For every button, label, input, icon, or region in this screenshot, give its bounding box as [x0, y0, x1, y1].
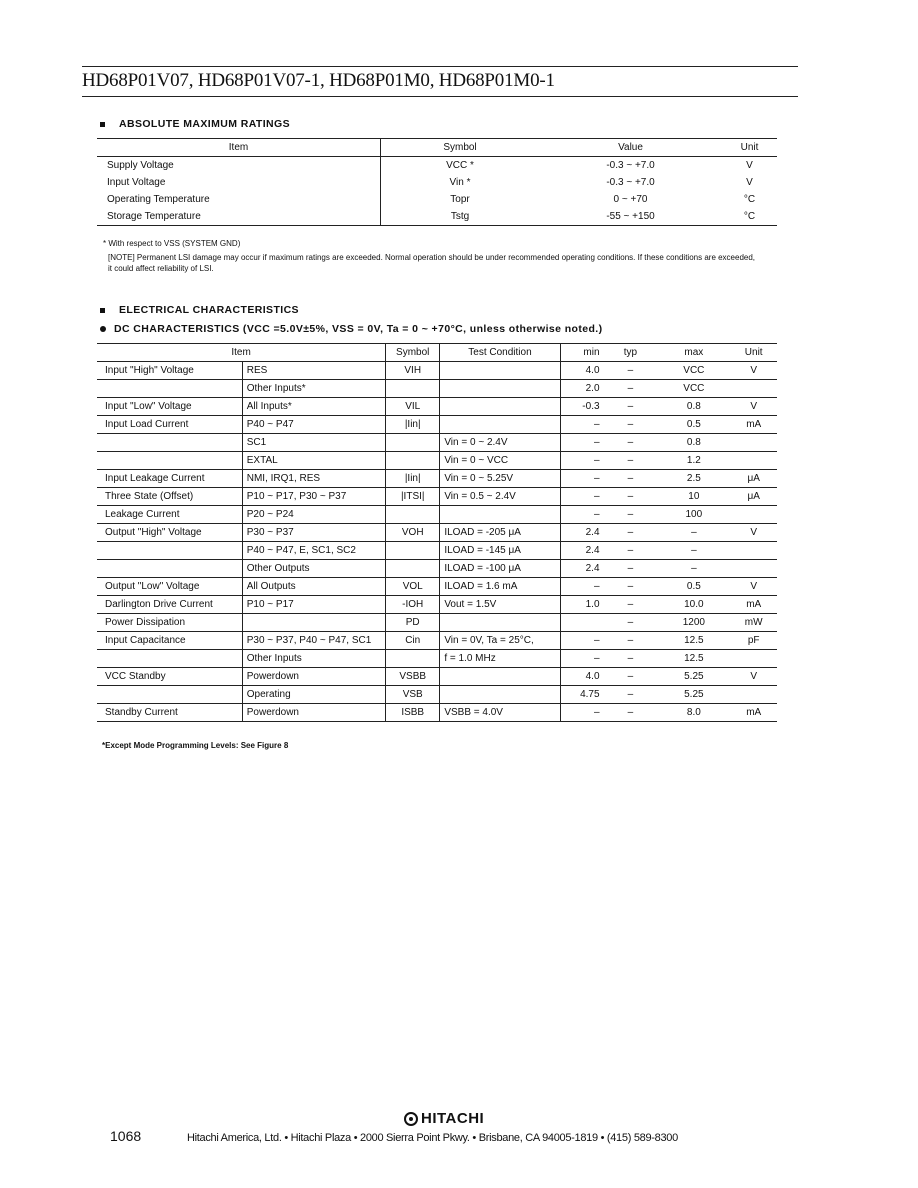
table-row	[97, 362, 777, 380]
dc-condition-cell: P30 ~ P37, P40 ~ P47, SC1	[242, 632, 385, 650]
dc-symbol-cell: VIH	[386, 362, 440, 380]
dc-unit-cell: mA	[730, 704, 777, 722]
dc-min-cell: –	[560, 488, 603, 506]
dc-condition-cell: Operating	[242, 686, 385, 704]
dc-max-cell: VCC	[657, 362, 730, 380]
square-bullet-icon	[100, 122, 105, 127]
dc-typ-cell: –	[604, 668, 658, 686]
dc-test-cell: Vin = 0.5 ~ 2.4V	[440, 488, 560, 506]
dc-unit-cell: V	[730, 578, 777, 596]
dc-typ-cell: –	[604, 650, 658, 668]
dc-typ-cell: –	[604, 470, 658, 488]
table-row	[97, 452, 777, 470]
dc-max-cell: –	[657, 542, 730, 560]
dc-max-cell: 1.2	[657, 452, 730, 470]
dc-symbol-cell	[386, 380, 440, 398]
dc-unit-cell: V	[730, 362, 777, 380]
dc-test-cell: Vout = 1.5V	[440, 596, 560, 614]
dc-test-cell	[440, 506, 560, 524]
dc-typ-cell: –	[604, 506, 658, 524]
dc-typ-cell: –	[604, 560, 658, 578]
dc-symbol-cell	[386, 434, 440, 452]
abs-unit-cell: °C	[722, 208, 777, 226]
dc-test-cell: f = 1.0 MHz	[440, 650, 560, 668]
dc-condition-cell: SC1	[242, 434, 385, 452]
abs-note	[108, 252, 758, 274]
dc-symbol-cell: VSB	[386, 686, 440, 704]
abs-item-cell: Storage Temperature	[97, 208, 381, 226]
abs-footnote: * With respect to VSS (SYSTEM GND)	[103, 239, 241, 248]
dc-condition-cell: Powerdown	[242, 704, 385, 722]
abs-unit-cell: V	[746, 177, 753, 188]
dc-typ-cell: –	[604, 416, 658, 434]
dc-item-cell: Output "High" Voltage	[97, 524, 242, 542]
dc-unit-cell	[730, 542, 777, 560]
abs-symbol-cell: Vin *	[449, 177, 471, 188]
dc-item-cell: Leakage Current	[97, 506, 242, 524]
table-row	[97, 157, 777, 175]
dc-symbol-cell: VOH	[386, 524, 440, 542]
table-row	[97, 578, 777, 596]
dc-condition-cell: P20 ~ P24	[242, 506, 385, 524]
dc-test-cell: ILOAD = -205 μA	[440, 524, 560, 542]
dc-condition-cell: P40 ~ P47	[242, 416, 385, 434]
dc-unit-cell: μA	[730, 488, 777, 506]
dc-max-cell: 1200	[657, 614, 730, 632]
dc-symbol-cell	[386, 650, 440, 668]
dc-condition-cell: Other Inputs*	[242, 380, 385, 398]
dc-item-cell: Power Dissipation	[97, 614, 242, 632]
col-typ: typ	[604, 344, 658, 362]
dc-item-cell	[97, 560, 242, 578]
col-value: Value	[539, 139, 722, 157]
table-row	[97, 560, 777, 578]
abs-unit-cell: V	[746, 160, 753, 171]
dc-max-cell: 0.8	[657, 398, 730, 416]
dc-condition-cell: Powerdown	[242, 668, 385, 686]
dc-footnote: *Except Mode Programming Levels: See Figure 8	[102, 741, 289, 750]
dc-symbol-cell: |ITSI|	[386, 488, 440, 506]
dc-max-cell: 12.5	[657, 650, 730, 668]
dc-max-cell: 5.25	[657, 686, 730, 704]
dc-max-cell: 5.25	[657, 668, 730, 686]
round-bullet-icon	[100, 326, 106, 332]
dc-item-cell	[97, 452, 242, 470]
dc-max-cell: 0.8	[657, 434, 730, 452]
dc-test-cell: ILOAD = -100 μA	[440, 560, 560, 578]
abs-value-cell: -0.3 ~ +7.0	[606, 160, 655, 171]
electrical-heading: ELECTRICAL CHARACTERISTICS	[100, 304, 299, 316]
dc-item-cell	[97, 380, 242, 398]
abs-symbol-cell: Topr	[450, 194, 470, 205]
page-number: 1068	[110, 1128, 142, 1144]
dc-test-cell: ILOAD = 1.6 mA	[440, 578, 560, 596]
table-row	[97, 596, 777, 614]
header-rule-top	[82, 66, 798, 67]
dc-test-cell: Vin = 0 ~ 2.4V	[440, 434, 560, 452]
dc-max-cell: VCC	[657, 380, 730, 398]
dc-max-cell: –	[657, 524, 730, 542]
square-bullet-icon	[100, 308, 105, 313]
dc-item-cell: Three State (Offset)	[97, 488, 242, 506]
dc-min-cell	[560, 614, 603, 632]
dc-unit-cell	[730, 452, 777, 470]
col-item: Item	[97, 344, 386, 362]
table-row	[97, 704, 777, 722]
table-row	[97, 208, 777, 226]
dc-item-cell: Input Load Current	[97, 416, 242, 434]
dc-condition-cell: EXTAL	[242, 452, 385, 470]
table-header-row	[97, 344, 777, 362]
dc-symbol-cell	[386, 542, 440, 560]
dc-min-cell: –	[560, 452, 603, 470]
dc-test-cell	[440, 668, 560, 686]
document-title: HD68P01V07, HD68P01V07-1, HD68P01M0, HD68P01M0-1	[82, 70, 555, 91]
hitachi-logo: HITACHI	[404, 1110, 484, 1127]
dc-test-cell: ILOAD = -145 μA	[440, 542, 560, 560]
dc-max-cell: 2.5	[657, 470, 730, 488]
dc-condition-cell: RES	[242, 362, 385, 380]
dc-typ-cell: –	[604, 704, 658, 722]
dc-min-cell: –	[560, 470, 603, 488]
dc-symbol-cell: PD	[386, 614, 440, 632]
dc-symbol-cell: -IOH	[386, 596, 440, 614]
dc-typ-cell: –	[604, 524, 658, 542]
dc-symbol-cell	[386, 506, 440, 524]
table-row	[97, 524, 777, 542]
dc-test-cell: Vin = 0V, Ta = 25°C,	[440, 632, 560, 650]
table-row	[97, 191, 777, 208]
dc-test-cell	[440, 416, 560, 434]
table-row	[97, 542, 777, 560]
dc-test-cell: Vin = 0 ~ 5.25V	[440, 470, 560, 488]
dc-item-cell: Input Leakage Current	[97, 470, 242, 488]
dc-min-cell: –	[560, 650, 603, 668]
dc-test-cell	[440, 380, 560, 398]
dc-item-cell: Input Capacitance	[97, 632, 242, 650]
dc-typ-cell: –	[604, 614, 658, 632]
dc-symbol-cell	[386, 560, 440, 578]
dc-max-cell: 12.5	[657, 632, 730, 650]
dc-item-cell: Standby Current	[97, 704, 242, 722]
table-row	[97, 506, 777, 524]
dc-unit-cell: V	[730, 668, 777, 686]
dc-unit-cell: mA	[730, 416, 777, 434]
col-symbol: Symbol	[386, 344, 440, 362]
dc-item-cell: Input "High" Voltage	[97, 362, 242, 380]
dc-test-cell	[440, 398, 560, 416]
col-unit: Unit	[730, 344, 777, 362]
dc-item-cell: Input "Low" Voltage	[97, 398, 242, 416]
dc-min-cell: –	[560, 416, 603, 434]
absolute-max-table	[97, 138, 777, 226]
dc-symbol-cell	[386, 452, 440, 470]
table-row	[97, 614, 777, 632]
dc-item-cell	[97, 542, 242, 560]
table-row	[97, 488, 777, 506]
dc-typ-cell: –	[604, 380, 658, 398]
dc-min-cell: 4.75	[560, 686, 603, 704]
abs-item-cell: Operating Temperature	[97, 191, 381, 208]
dc-symbol-cell: Cin	[386, 632, 440, 650]
dc-min-cell: 4.0	[560, 668, 603, 686]
dc-unit-cell	[730, 560, 777, 578]
dc-unit-cell: μA	[730, 470, 777, 488]
dc-unit-cell: mW	[730, 614, 777, 632]
dc-typ-cell: –	[604, 452, 658, 470]
dc-unit-cell	[730, 650, 777, 668]
dc-typ-cell: –	[604, 542, 658, 560]
dc-min-cell: 2.4	[560, 524, 603, 542]
abs-item-cell: Input Voltage	[97, 174, 381, 191]
dc-test-cell	[440, 686, 560, 704]
dc-max-cell: 0.5	[657, 416, 730, 434]
dc-unit-cell	[730, 380, 777, 398]
dc-condition-cell: P10 ~ P17, P30 ~ P37	[242, 488, 385, 506]
table-row	[97, 470, 777, 488]
dc-min-cell: –	[560, 704, 603, 722]
dc-condition-cell	[242, 614, 385, 632]
dc-condition-cell: All Outputs	[242, 578, 385, 596]
dc-condition-cell: Other Outputs	[242, 560, 385, 578]
dc-min-cell: 2.0	[560, 380, 603, 398]
dc-min-cell: 2.4	[560, 542, 603, 560]
dc-unit-cell	[730, 686, 777, 704]
header-rule-bottom	[82, 96, 798, 97]
footer-address: Hitachi America, Ltd. • Hitachi Plaza • 2000 Sierra Point Pkwy. • Brisbane, CA 94005-1819 • (415) 589-8300	[187, 1132, 678, 1144]
dc-min-cell: –	[560, 578, 603, 596]
col-unit: Unit	[722, 139, 777, 157]
dc-unit-cell: V	[730, 524, 777, 542]
dc-typ-cell: –	[604, 578, 658, 596]
dc-symbol-cell: |Iin|	[386, 416, 440, 434]
dc-max-cell: –	[657, 560, 730, 578]
col-symbol: Symbol	[381, 139, 540, 157]
dc-heading: DC CHARACTERISTICS (VCC =5.0V±5%, VSS = 0V, Ta = 0 ~ +70°C, unless otherwise noted.)	[100, 323, 603, 335]
abs-max-heading: ABSOLUTE MAXIMUM RATINGS	[100, 118, 290, 130]
dc-symbol-cell: ISBB	[386, 704, 440, 722]
dc-test-cell: Vin = 0 ~ VCC	[440, 452, 560, 470]
table-row	[97, 174, 777, 191]
dc-symbol-cell: VIL	[386, 398, 440, 416]
table-row	[97, 434, 777, 452]
dc-condition-cell: All Inputs*	[242, 398, 385, 416]
dc-condition-cell: P10 ~ P17	[242, 596, 385, 614]
table-row	[97, 380, 777, 398]
col-min: min	[560, 344, 603, 362]
abs-value-cell: -55 ~ +150	[539, 208, 722, 226]
dc-typ-cell: –	[604, 362, 658, 380]
table-row	[97, 398, 777, 416]
dc-characteristics-table	[97, 343, 777, 722]
dc-unit-cell: V	[730, 398, 777, 416]
dc-item-cell: VCC Standby	[97, 668, 242, 686]
dc-condition-cell: Other Inputs	[242, 650, 385, 668]
dc-min-cell: –	[560, 632, 603, 650]
dc-item-cell	[97, 686, 242, 704]
dc-unit-cell: mA	[730, 596, 777, 614]
dc-typ-cell: –	[604, 596, 658, 614]
dc-min-cell: -0.3	[560, 398, 603, 416]
dc-symbol-cell: VSBB	[386, 668, 440, 686]
dc-typ-cell: –	[604, 434, 658, 452]
dc-symbol-cell: VOL	[386, 578, 440, 596]
dc-item-cell	[97, 434, 242, 452]
dc-condition-cell: P30 ~ P37	[242, 524, 385, 542]
col-item: Item	[97, 139, 381, 157]
dc-min-cell: –	[560, 434, 603, 452]
abs-unit-cell: °C	[743, 194, 756, 205]
dc-test-cell: VSBB = 4.0V	[440, 704, 560, 722]
dc-typ-cell: –	[604, 686, 658, 704]
table-header-row	[97, 139, 777, 157]
dc-min-cell: 4.0	[560, 362, 603, 380]
dc-test-cell	[440, 362, 560, 380]
dc-typ-cell: –	[604, 488, 658, 506]
dc-typ-cell: –	[604, 632, 658, 650]
dc-condition-cell: NMI, IRQ1, RES	[242, 470, 385, 488]
table-row	[97, 416, 777, 434]
table-row	[97, 686, 777, 704]
dc-typ-cell: –	[604, 398, 658, 416]
dc-item-cell: Output "Low" Voltage	[97, 578, 242, 596]
dc-condition-cell: P40 ~ P47, E, SC1, SC2	[242, 542, 385, 560]
dc-item-cell: Darlington Drive Current	[97, 596, 242, 614]
dc-test-cell	[440, 614, 560, 632]
hitachi-logo-icon	[404, 1112, 418, 1126]
dc-item-cell	[97, 650, 242, 668]
abs-item-cell: Supply Voltage	[97, 157, 381, 175]
dc-min-cell: 2.4	[560, 560, 603, 578]
note-text: Permanent LSI damage may occur if maximum ratings are exceeded. Normal operation should be under recommended operating conditions. If these conditions are exceeded, it could affect reliability of LSI.	[108, 253, 756, 273]
dc-symbol-cell: |Iin|	[386, 470, 440, 488]
abs-value-cell: 0 ~ +70	[613, 194, 648, 205]
note-label: [NOTE]	[108, 253, 135, 262]
col-max: max	[657, 344, 730, 362]
table-row	[97, 650, 777, 668]
table-row	[97, 668, 777, 686]
abs-symbol-cell: Tstg	[381, 208, 540, 226]
dc-max-cell: 10	[657, 488, 730, 506]
col-test-condition: Test Condition	[440, 344, 560, 362]
abs-value-cell: -0.3 ~ +7.0	[606, 177, 655, 188]
dc-min-cell: –	[560, 506, 603, 524]
dc-unit-cell: pF	[730, 632, 777, 650]
dc-max-cell: 100	[657, 506, 730, 524]
dc-max-cell: 8.0	[657, 704, 730, 722]
abs-symbol-cell: VCC *	[446, 160, 474, 171]
dc-unit-cell	[730, 434, 777, 452]
table-row	[97, 632, 777, 650]
dc-max-cell: 10.0	[657, 596, 730, 614]
dc-max-cell: 0.5	[657, 578, 730, 596]
dc-min-cell: 1.0	[560, 596, 603, 614]
dc-unit-cell	[730, 506, 777, 524]
